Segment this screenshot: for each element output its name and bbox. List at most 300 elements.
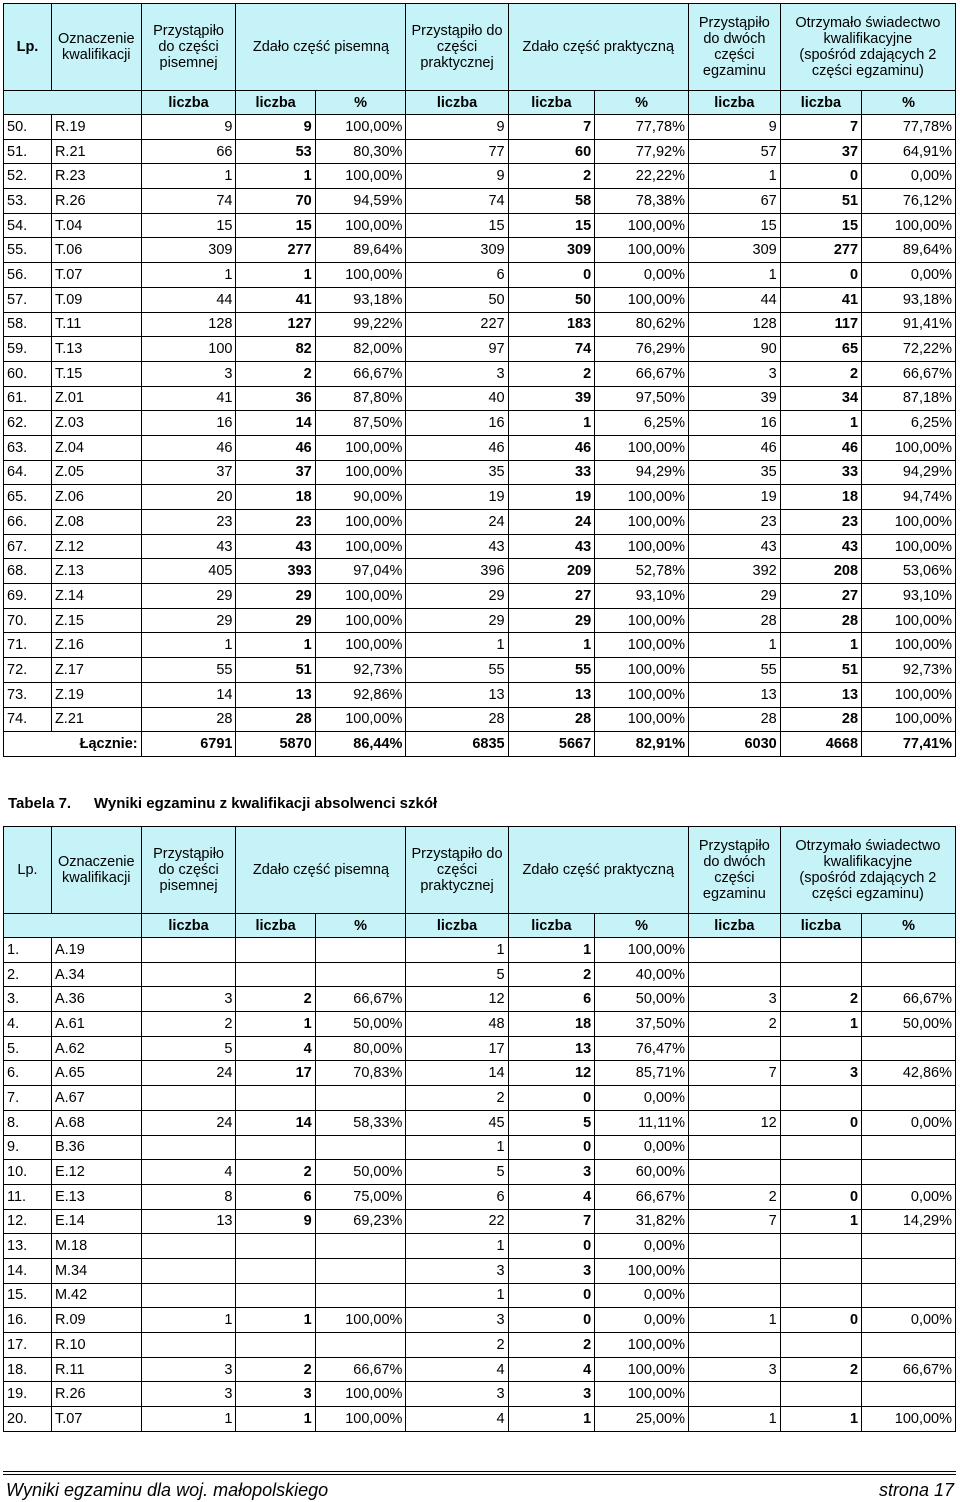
total-row: Łącznie: 6791 5870 86,44% 6835 5667 82,91% 6030 4668 77,41%	[4, 732, 956, 757]
count-cell: 29	[688, 584, 780, 609]
percent-cell: 31,82%	[595, 1209, 689, 1234]
table-row	[4, 1382, 956, 1407]
percent-cell: 100,00%	[595, 1333, 689, 1358]
count-cell: 17	[406, 1036, 508, 1061]
count-cell: 1	[406, 1283, 508, 1308]
count-cell: 46	[688, 435, 780, 460]
percent-cell	[862, 1234, 956, 1259]
table-row	[4, 1333, 956, 1358]
passed-count: 46	[508, 435, 595, 460]
col-otrzymalo: Otrzymało świadectwo kwalifikacyjne (spośród zdających 2 części egzaminu)	[780, 4, 955, 91]
percent-cell: 87,50%	[315, 411, 406, 436]
percent-cell: 100,00%	[595, 485, 689, 510]
percent-cell: 66,67%	[862, 1357, 956, 1382]
count-cell: 74	[141, 189, 236, 214]
percent-cell	[862, 1135, 956, 1160]
passed-count	[236, 1234, 315, 1259]
row-number: 9.	[4, 1135, 52, 1160]
percent-cell: 100,00%	[315, 460, 406, 485]
percent-cell	[315, 1234, 406, 1259]
row-number: 17.	[4, 1333, 52, 1358]
passed-count: 1	[508, 411, 595, 436]
percent-cell: 100,00%	[595, 682, 689, 707]
passed-count: 60	[508, 139, 595, 164]
percent-cell: 0,00%	[595, 1283, 689, 1308]
percent-cell: 64,91%	[862, 139, 956, 164]
percent-cell: 100,00%	[595, 534, 689, 559]
qualification-code: Z.16	[51, 633, 141, 658]
qualification-code: A.19	[51, 938, 141, 963]
percent-cell: 80,62%	[595, 312, 689, 337]
col-przystapilo-dwoch: Przystąpiło do dwóch części egzaminu	[688, 827, 780, 914]
count-cell: 16	[688, 411, 780, 436]
table-row	[4, 962, 956, 987]
passed-count: 6	[508, 987, 595, 1012]
count-cell: 15	[141, 213, 236, 238]
passed-count: 5	[508, 1110, 595, 1135]
table-row	[4, 608, 956, 633]
percent-cell: 72,22%	[862, 337, 956, 362]
percent-cell: 0,00%	[595, 1135, 689, 1160]
passed-count: 3	[508, 1160, 595, 1185]
percent-cell: 42,86%	[862, 1061, 956, 1086]
col-lp: Lp.	[4, 827, 52, 914]
passed-count: 28	[508, 707, 595, 732]
table-row	[4, 1308, 956, 1333]
qualification-code: A.68	[51, 1110, 141, 1135]
count-cell	[688, 1258, 780, 1283]
passed-count: 27	[780, 584, 861, 609]
table-row	[4, 1086, 956, 1111]
row-number: 54.	[4, 213, 52, 238]
percent-cell: 100,00%	[595, 510, 689, 535]
col-przystapilo-praktycznej: Przystąpiło do części praktycznej	[406, 4, 508, 91]
percent-cell: 100,00%	[315, 213, 406, 238]
passed-count: 0	[508, 263, 595, 288]
percent-cell: 66,67%	[862, 361, 956, 386]
col-zdalo-pisemna: Zdało część pisemną	[236, 4, 406, 91]
count-cell: 128	[141, 312, 236, 337]
table-row	[4, 1357, 956, 1382]
passed-count: 2	[236, 1160, 315, 1185]
passed-count: 1	[780, 1012, 861, 1037]
passed-count	[780, 1234, 861, 1259]
passed-count: 51	[780, 189, 861, 214]
row-number: 50.	[4, 115, 52, 140]
count-cell: 14	[406, 1061, 508, 1086]
passed-count: 209	[508, 559, 595, 584]
table-row	[4, 1160, 956, 1185]
percent-cell: 100,00%	[862, 682, 956, 707]
passed-count: 18	[508, 1012, 595, 1037]
count-cell: 24	[406, 510, 508, 535]
row-number: 3.	[4, 987, 52, 1012]
passed-count: 1	[780, 1209, 861, 1234]
count-cell: 15	[406, 213, 508, 238]
percent-cell: 93,18%	[315, 287, 406, 312]
table-row	[4, 1036, 956, 1061]
row-number: 63.	[4, 435, 52, 460]
passed-count: 55	[508, 658, 595, 683]
percent-cell: 100,00%	[595, 938, 689, 963]
passed-count: 9	[236, 115, 315, 140]
passed-count: 28	[780, 707, 861, 732]
percent-cell: 100,00%	[595, 435, 689, 460]
units-row: liczba liczba % liczba liczba % liczba liczba %	[4, 91, 956, 115]
percent-cell: 40,00%	[595, 962, 689, 987]
percent-cell: 22,22%	[595, 164, 689, 189]
percent-cell: 0,00%	[862, 1308, 956, 1333]
count-cell: 29	[141, 608, 236, 633]
percent-cell: 92,73%	[862, 658, 956, 683]
count-cell	[141, 1283, 236, 1308]
percent-cell	[862, 1382, 956, 1407]
passed-count: 24	[508, 510, 595, 535]
percent-cell: 100,00%	[595, 1357, 689, 1382]
qualification-code: Z.05	[51, 460, 141, 485]
percent-cell: 100,00%	[315, 510, 406, 535]
passed-count: 14	[236, 1110, 315, 1135]
qualification-code: R.10	[51, 1333, 141, 1358]
row-number: 8.	[4, 1110, 52, 1135]
passed-count: 6	[236, 1184, 315, 1209]
count-cell: 29	[406, 608, 508, 633]
count-cell: 3	[688, 1357, 780, 1382]
count-cell	[141, 938, 236, 963]
count-cell: 405	[141, 559, 236, 584]
passed-count: 277	[236, 238, 315, 263]
count-cell: 28	[688, 608, 780, 633]
count-cell	[141, 1086, 236, 1111]
qualification-code: Z.08	[51, 510, 141, 535]
qualification-code: Z.03	[51, 411, 141, 436]
table-row	[4, 510, 956, 535]
count-cell: 2	[688, 1012, 780, 1037]
passed-count: 117	[780, 312, 861, 337]
count-cell: 28	[406, 707, 508, 732]
count-cell: 23	[688, 510, 780, 535]
qualification-code: Z.17	[51, 658, 141, 683]
count-cell: 12	[406, 987, 508, 1012]
passed-count	[236, 1283, 315, 1308]
count-cell: 2	[141, 1012, 236, 1037]
count-cell: 16	[406, 411, 508, 436]
count-cell: 13	[141, 1209, 236, 1234]
passed-count	[236, 938, 315, 963]
row-number: 66.	[4, 510, 52, 535]
count-cell: 3	[406, 1258, 508, 1283]
count-cell: 9	[406, 164, 508, 189]
percent-cell	[315, 1086, 406, 1111]
table-row	[4, 1184, 956, 1209]
count-cell: 22	[406, 1209, 508, 1234]
count-cell: 3	[406, 1308, 508, 1333]
row-number: 69.	[4, 584, 52, 609]
table-row	[4, 707, 956, 732]
count-cell: 3	[688, 361, 780, 386]
percent-cell: 50,00%	[595, 987, 689, 1012]
percent-cell: 66,67%	[595, 361, 689, 386]
passed-count: 2	[508, 361, 595, 386]
count-cell: 1	[688, 164, 780, 189]
footer-divider	[3, 1471, 956, 1472]
percent-cell: 25,00%	[595, 1407, 689, 1432]
passed-count: 0	[780, 1308, 861, 1333]
table-row	[4, 287, 956, 312]
passed-count: 4	[508, 1184, 595, 1209]
count-cell: 5	[141, 1036, 236, 1061]
passed-count: 70	[236, 189, 315, 214]
percent-cell: 93,18%	[862, 287, 956, 312]
col-zdalo-praktyczna: Zdało część praktyczną	[508, 4, 688, 91]
passed-count: 15	[236, 213, 315, 238]
count-cell: 13	[688, 682, 780, 707]
count-cell: 1	[406, 938, 508, 963]
qualification-code: T.09	[51, 287, 141, 312]
count-cell: 309	[141, 238, 236, 263]
passed-count	[780, 1135, 861, 1160]
passed-count: 183	[508, 312, 595, 337]
passed-count: 33	[508, 460, 595, 485]
percent-cell: 100,00%	[862, 534, 956, 559]
passed-count: 1	[780, 411, 861, 436]
passed-count: 2	[236, 361, 315, 386]
row-number: 62.	[4, 411, 52, 436]
count-cell	[141, 1333, 236, 1358]
qualification-code: T.15	[51, 361, 141, 386]
percent-cell: 6,25%	[595, 411, 689, 436]
passed-count: 50	[508, 287, 595, 312]
count-cell: 74	[406, 189, 508, 214]
row-number: 74.	[4, 707, 52, 732]
qualification-code: Z.06	[51, 485, 141, 510]
percent-cell: 100,00%	[862, 633, 956, 658]
count-cell: 67	[688, 189, 780, 214]
table-row	[4, 1283, 956, 1308]
table-row	[4, 386, 956, 411]
qualification-code: A.65	[51, 1061, 141, 1086]
count-cell: 20	[141, 485, 236, 510]
count-cell: 396	[406, 559, 508, 584]
count-cell: 19	[406, 485, 508, 510]
passed-count: 15	[508, 213, 595, 238]
qualification-code: T.11	[51, 312, 141, 337]
count-cell: 392	[688, 559, 780, 584]
count-cell: 227	[406, 312, 508, 337]
table-row	[4, 361, 956, 386]
percent-cell: 94,59%	[315, 189, 406, 214]
col-otrzymalo: Otrzymało świadectwo kwalifikacyjne (spośród zdających 2 części egzaminu)	[780, 827, 955, 914]
count-cell: 29	[141, 584, 236, 609]
count-cell: 40	[406, 386, 508, 411]
count-cell	[688, 1283, 780, 1308]
count-cell: 3	[406, 1382, 508, 1407]
passed-count	[236, 1258, 315, 1283]
row-number: 60.	[4, 361, 52, 386]
passed-count: 0	[508, 1135, 595, 1160]
table-row	[4, 1407, 956, 1432]
percent-cell: 14,29%	[862, 1209, 956, 1234]
passed-count: 41	[236, 287, 315, 312]
percent-cell: 99,22%	[315, 312, 406, 337]
percent-cell	[862, 962, 956, 987]
passed-count: 53	[236, 139, 315, 164]
count-cell: 9	[688, 115, 780, 140]
percent-cell: 80,30%	[315, 139, 406, 164]
percent-cell: 90,00%	[315, 485, 406, 510]
percent-cell: 89,64%	[862, 238, 956, 263]
count-cell: 41	[141, 386, 236, 411]
passed-count: 0	[508, 1234, 595, 1259]
qualification-code: A.61	[51, 1012, 141, 1037]
qualification-code: R.09	[51, 1308, 141, 1333]
percent-cell: 85,71%	[595, 1061, 689, 1086]
table-row	[4, 139, 956, 164]
row-number: 20.	[4, 1407, 52, 1432]
count-cell: 3	[141, 1382, 236, 1407]
table-row	[4, 238, 956, 263]
percent-cell: 76,29%	[595, 337, 689, 362]
percent-cell: 50,00%	[315, 1160, 406, 1185]
count-cell: 23	[141, 510, 236, 535]
count-cell: 1	[406, 633, 508, 658]
passed-count: 51	[236, 658, 315, 683]
percent-cell: 60,00%	[595, 1160, 689, 1185]
percent-cell: 100,00%	[315, 534, 406, 559]
passed-count: 2	[508, 1333, 595, 1358]
percent-cell: 52,78%	[595, 559, 689, 584]
percent-cell	[862, 1258, 956, 1283]
passed-count: 28	[236, 707, 315, 732]
percent-cell: 100,00%	[315, 1382, 406, 1407]
count-cell: 29	[406, 584, 508, 609]
qualification-code: R.11	[51, 1357, 141, 1382]
table-row	[4, 682, 956, 707]
passed-count: 2	[236, 1357, 315, 1382]
row-number: 18.	[4, 1357, 52, 1382]
row-number: 61.	[4, 386, 52, 411]
percent-cell: 100,00%	[862, 435, 956, 460]
passed-count: 12	[508, 1061, 595, 1086]
percent-cell: 11,11%	[595, 1110, 689, 1135]
qualification-code: T.04	[51, 213, 141, 238]
row-number: 12.	[4, 1209, 52, 1234]
percent-cell: 100,00%	[862, 707, 956, 732]
row-number: 64.	[4, 460, 52, 485]
passed-count: 43	[508, 534, 595, 559]
percent-cell	[862, 938, 956, 963]
count-cell	[141, 962, 236, 987]
count-cell: 16	[141, 411, 236, 436]
footer-title: Wyniki egzaminu dla woj. małopolskiego	[6, 1480, 329, 1500]
count-cell: 3	[688, 987, 780, 1012]
percent-cell: 94,74%	[862, 485, 956, 510]
percent-cell: 100,00%	[595, 658, 689, 683]
passed-count: 27	[508, 584, 595, 609]
count-cell: 8	[141, 1184, 236, 1209]
passed-count: 127	[236, 312, 315, 337]
passed-count: 18	[780, 485, 861, 510]
count-cell: 45	[406, 1110, 508, 1135]
count-cell: 90	[688, 337, 780, 362]
percent-cell: 100,00%	[315, 115, 406, 140]
passed-count	[236, 1086, 315, 1111]
count-cell	[688, 1333, 780, 1358]
count-cell: 100	[141, 337, 236, 362]
passed-count	[780, 1086, 861, 1111]
row-number: 16.	[4, 1308, 52, 1333]
count-cell: 66	[141, 139, 236, 164]
count-cell: 1	[141, 164, 236, 189]
passed-count: 14	[236, 411, 315, 436]
passed-count: 4	[236, 1036, 315, 1061]
row-number: 52.	[4, 164, 52, 189]
count-cell: 55	[406, 658, 508, 683]
count-cell: 24	[141, 1110, 236, 1135]
passed-count: 277	[780, 238, 861, 263]
qualification-code: T.07	[51, 263, 141, 288]
count-cell: 2	[406, 1333, 508, 1358]
percent-cell: 53,06%	[862, 559, 956, 584]
percent-cell	[862, 1036, 956, 1061]
passed-count: 1	[780, 633, 861, 658]
percent-cell: 0,00%	[595, 1308, 689, 1333]
passed-count: 1	[236, 1407, 315, 1432]
table-caption: Tabela 7. Wyniki egzaminu z kwalifikacji absolwenci szkół	[8, 795, 438, 812]
count-cell	[688, 1382, 780, 1407]
row-number: 55.	[4, 238, 52, 263]
table-row	[4, 1135, 956, 1160]
row-number: 71.	[4, 633, 52, 658]
count-cell: 9	[141, 115, 236, 140]
percent-cell: 100,00%	[595, 633, 689, 658]
count-cell: 3	[141, 361, 236, 386]
row-number: 59.	[4, 337, 52, 362]
percent-cell: 100,00%	[595, 1258, 689, 1283]
passed-count: 2	[508, 164, 595, 189]
qualification-code: T.13	[51, 337, 141, 362]
passed-count: 82	[236, 337, 315, 362]
count-cell: 28	[141, 707, 236, 732]
row-number: 2.	[4, 962, 52, 987]
row-number: 6.	[4, 1061, 52, 1086]
passed-count: 39	[508, 386, 595, 411]
passed-count: 28	[780, 608, 861, 633]
passed-count: 33	[780, 460, 861, 485]
passed-count: 1	[780, 1407, 861, 1432]
percent-cell: 66,67%	[315, 361, 406, 386]
percent-cell: 66,67%	[862, 987, 956, 1012]
row-number: 56.	[4, 263, 52, 288]
percent-cell: 100,00%	[862, 510, 956, 535]
percent-cell: 70,83%	[315, 1061, 406, 1086]
percent-cell: 76,12%	[862, 189, 956, 214]
passed-count	[780, 938, 861, 963]
col-lp: Lp.	[4, 4, 52, 91]
percent-cell: 75,00%	[315, 1184, 406, 1209]
count-cell: 19	[688, 485, 780, 510]
passed-count: 393	[236, 559, 315, 584]
count-cell: 35	[688, 460, 780, 485]
table-row	[4, 658, 956, 683]
count-cell: 3	[406, 361, 508, 386]
passed-count: 46	[236, 435, 315, 460]
percent-cell: 77,92%	[595, 139, 689, 164]
row-number: 13.	[4, 1234, 52, 1259]
qualification-code: Z.04	[51, 435, 141, 460]
table-row	[4, 189, 956, 214]
table-row	[4, 485, 956, 510]
